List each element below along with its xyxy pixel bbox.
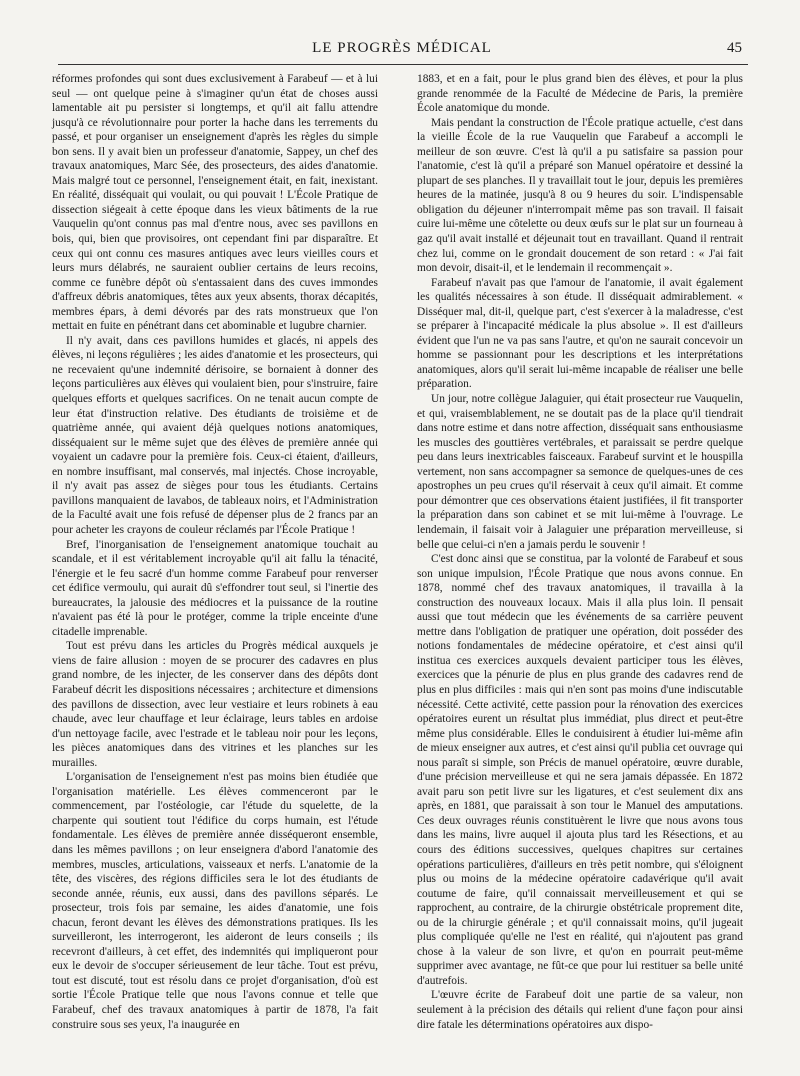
paragraph: L'œuvre écrite de Farabeuf doit une partie de sa valeur, non seulement à la précision des détails qui relient d'une façon pour ainsi dire fatale les déterminations opératoires aux dispo- [417, 989, 743, 1031]
right-column [417, 72, 743, 1032]
paragraph: 1883, et en a fait, pour le plus grand bien des élèves, et pour la plus grande renommée de la Faculté de Médecine de Paris, la première École anatomique du monde. [417, 73, 743, 115]
paragraph: réformes profondes qui sont dues exclusivement à Farabeuf — et à lui seul — ont quelque peine à s'imaginer qu'un état de choses aussi lamentable ait pu persister si longtemps, et qu'il ait fallu attendre jusqu'à ce révolutionnaire pour porter la hache dans les terrements du passé, et pour organiser un enseignement d'après les règles du simple bon sens. Il y avait bien un professeur d'anatomie, Sappey, un chef des travaux anatomiques, Marc Sée, des prosecteurs, des aides d'anatomie. Mais malgré tout ce personnel, l'enseignement était, en fait, inexistant. En réalité, disséquait qui voulait, ou qui pouvait ! L'École Pratique de dissection siégeait à cette époque dans les vieux bâtiments de la rue Vauquelin qu'ont connus pas mal d'entre nous, avec ses pavillons en bois, qui, bien que provisoires, ont cependant fini par disparaître. Et ceux qui ont connu ces masures antiques avec leurs vieilles cours et leurs murs délabrés, ne sauraient oublier certains de leurs recoins, comme ce funèbre dépôt où s'entassaient dans des cuves immondes d'affreux débris anatomiques, têtes aux yeux absents, thorax décapités, membres épars, à demi dévorés par des rats monstrueux que l'on mettait en fuite en pénétrant dans cet abominable et lugubre charnier. [52, 73, 378, 333]
left-column [52, 72, 378, 1032]
paragraph: L'organisation de l'enseignement n'est pas moins bien étudiée que l'organisation matérielle. Les élèves commenceront par le commencement, par l'ostéologie, car l'étude du squelette, de la charpente qui soutient tout l'édifice du corps humain, est l'étude fondamentale. Les élèves de première année disséqueront ensemble, dans les mêmes pavillons ; on leur enseignera d'abord l'anatomie des membres, muscles, articulations, vaisseaux et nerfs. L'anatomie de la tête, des viscères, des régions difficiles sera le lot des étudiants de seconde année, réunis, eux aussi, dans des pavillons séparés. Le prosecteur, trois fois par semaine, les aides d'anatomie, une fois chacun, feront devant les élèves des démonstrations pratiques. Ils les surveilleront, les interrogeront, les aideront de leurs conseils ; ils recevront d'ailleurs, à cet effet, des indemnités qui impliqueront pour eux le devoir de s'occuper sérieusement de leur tâche. Tout est prévu, tout est discuté, tout est résolu dans ce projet d'organisation, d'où est sortie l'École Pratique telle que nous l'avons connue et telle que Farabeuf, chef des travaux anatomiques à partir de 1878, l'a fait construire sous ses yeux, l'a inaugurée en [52, 771, 378, 1031]
paragraph: Bref, l'inorganisation de l'enseignement anatomique touchait au scandale, et il est véritablement incroyable qu'il ait fallu la ténacité, l'énergie et le feu sacré d'un homme comme Farabeuf pour renverser cet édifice vermoulu, qui aurait dû s'effondrer tout seul, si l'inertie des bureaucrates, la jalousie des médiocres et la puissance de la routine n'avaient pas été là pour le protéger, comme la triple enceinte d'une citadelle imprenable. [52, 538, 378, 638]
running-title: LE PROGRÈS MÉDICAL [312, 40, 492, 56]
paragraph: Il n'y avait, dans ces pavillons humides et glacés, ni appels des élèves, ni leçons régulières ; les aides d'anatomie et les prosecteurs, qui ne recevaient qu'une indemnité dérisoire, se bornaient à donner des leçons particulières aux élèves qui voulaient bien, pour s'instruire, faire quelques efforts et quelques sacrifices. On ne tenait aucun compte de leur état d'instruction relative. Des étudiants de troisième et de quatrième année, qui avaient déjà quelques notions anatomiques, disséquaient sur le même sujet que des élèves de première année qui voyaient un cadavre pour la première fois. Ceux-ci étaient, d'ailleurs, en nombre insuffisant, mal conservés, mal injectés. Chose incroyable, il n'y avait pas assez de sièges pour tous les étudiants. Certains pavillons manquaient de lavabos, de tableaux noirs, et l'Administration de la Faculté avait une fois refusé de dépenser plus de 2 francs par an pour acheter les crayons de couleur réclamés par l'École Pratique ! [52, 334, 378, 536]
paragraph: Un jour, notre collègue Jalaguier, qui était prosecteur rue Vauquelin, et qui, vraisemblablement, ne se doutait pas de la place qu'il tiendrait dans notre estime et dans notre affection, disséquait sans enthousiasme les muscles des gouttières vertébrales, et paraissait se perdre quelque peu dans leurs inextricables faisceaux. Farabeuf survint et le houspilla vertement, non sans accompagner sa semonce de quelques-unes de ces apostrophes un peu crues qu'il réservait à ceux qu'il aimait. Et comme pour démontrer que ces observations étaient justifiées, il fit transporter la préparation dans son cabinet et se mit lui-même à l'ouvrage. Le lendemain, il faisait voir à Jalaguier une préparation merveilleuse, si belle que celui-ci n'en a jamais perdu le souvenir ! [417, 393, 743, 551]
paragraph: Mais pendant la construction de l'École pratique actuelle, c'est dans la vieille École de la rue Vauquelin que Farabeuf a accompli le meilleur de son œuvre. C'est là qu'il a pu satisfaire sa passion pour l'anatomie, c'est là qu'il a préparé son Manuel opératoire et dessiné la plupart de ses planches. Il y travaillait tout le jour, depuis les premières heures de la matinée, jusqu'à 8 ou 9 heures du soir. L'indispensable obligation du déjeuner n'interrompait même pas son travail. Il faisait cuire lui-même une côtelette ou deux œufs sur le plat sur un fourneau à gaz qu'il avait installé et déjeunait tout en travaillant. Quand il rentrait chez lui, comme on le grondait doucement de son retard : « J'ai fait mon devoir, disait-il, et le lendemain il recommençait ». [417, 116, 743, 275]
page-number: 45 [727, 40, 742, 56]
paragraph: C'est donc ainsi que se constitua, par la volonté de Farabeuf et sous son unique impulsion, l'École Pratique que nous avons connue. En 1878, nommé chef des travaux anatomiques, il travailla à la construction des nouveaux locaux. Mais il alla plus loin. Il pensait aussi que tout médecin que les événements de sa carrière peuvent mettre dans l'obligation de pratiquer une opération, doit posséder des notions fondamentales de médecine opératoire, et c'est ainsi qu'il institua ces exercices auxquels devaient participer tous les élèves, exercices que la pénurie de plus en plus grande des cadavres rend de plus en plus difficiles : mais qui n'en sont pas moins d'une indiscutable nécessité. Cette activité, cette passion pour la rénovation des exercices opératoires eurent un résultat plus immédiat, plus direct et peut-être même plus considérable. Elles le conduisirent à étudier lui-même afin de mieux enseigner aux autres, et c'est ainsi qu'il publia cet ouvrage qui nous paraît si simple, son Précis de manuel opératoire, œuvre durable, d'une précision merveilleuse et qui ne sera jamais dépassée. En 1872 avait paru son petit livre sur les ligatures, et c'est seulement dix ans après, en 1881, que paraissait à son tour le Manuel des amputations. Ces deux ouvrages réunis constituèrent le livre que nous avons tous dans les mains, livre auquel il ajouta plus tard les Résections, et au cours des éditions successives, quelques chapitres sur certaines opérations particulières, d'ailleurs en très petit nombre, qui s'éloignent plus ou moins de la médecine opératoire cadavérique qu'il avait coutume de faire, qu'il connaissait merveilleusement et qui se rapprochent, au contraire, de la chirurgie obstétricale proprement dite, ou de la chirurgie générale ; et qu'il connaissait moins, qu'il jugeait plus compliquée qu'elle ne l'est en réalité, qui n'ajoutent pas grand chose à la valeur de son livre, et qu'on en pourrait peut-même supprimer avec avantage, ne fût-ce que pour lui restituer sa belle unité d'autrefois. [417, 553, 743, 987]
page-header [62, 40, 742, 62]
paragraph: Farabeuf n'avait pas que l'amour de l'anatomie, il avait également les qualités nécessaires à son étude. Il disséquait admirablement. « Disséquer mal, dit-il, quelque part, c'est s'exercer à la maladresse, c'est se préparer à l'incapacité médicale la plus absolue ». Il est d'ailleurs évident que l'un ne va pas sans l'autre, et qu'on ne saurait concevoir un homme se passionnant pour les descriptions et les interprétations anatomiques, alors qu'il serait lui-même incapable de réaliser une belle préparation. [417, 276, 743, 391]
paragraph: Tout est prévu dans les articles du Progrès médical auxquels je viens de faire allusion : moyen de se procurer des cadavres en plus grand nombre, de les injecter, de les conserver dans des dépôts dont Farabeuf décrit les dispositions nécessaires ; architecture et dimensions des pavillons de dissection, avec leur vestiaire et leurs robinets à eau chaude, avec leur chauffage et leur éclairage, leurs tables en ardoise d'un nettoyage facile, avec l'estrade et le tableau noir pour les leçons, les pièces anatomiques dans des vitrines et les planches sur les murailles. [52, 640, 378, 769]
header-rule [58, 64, 748, 65]
